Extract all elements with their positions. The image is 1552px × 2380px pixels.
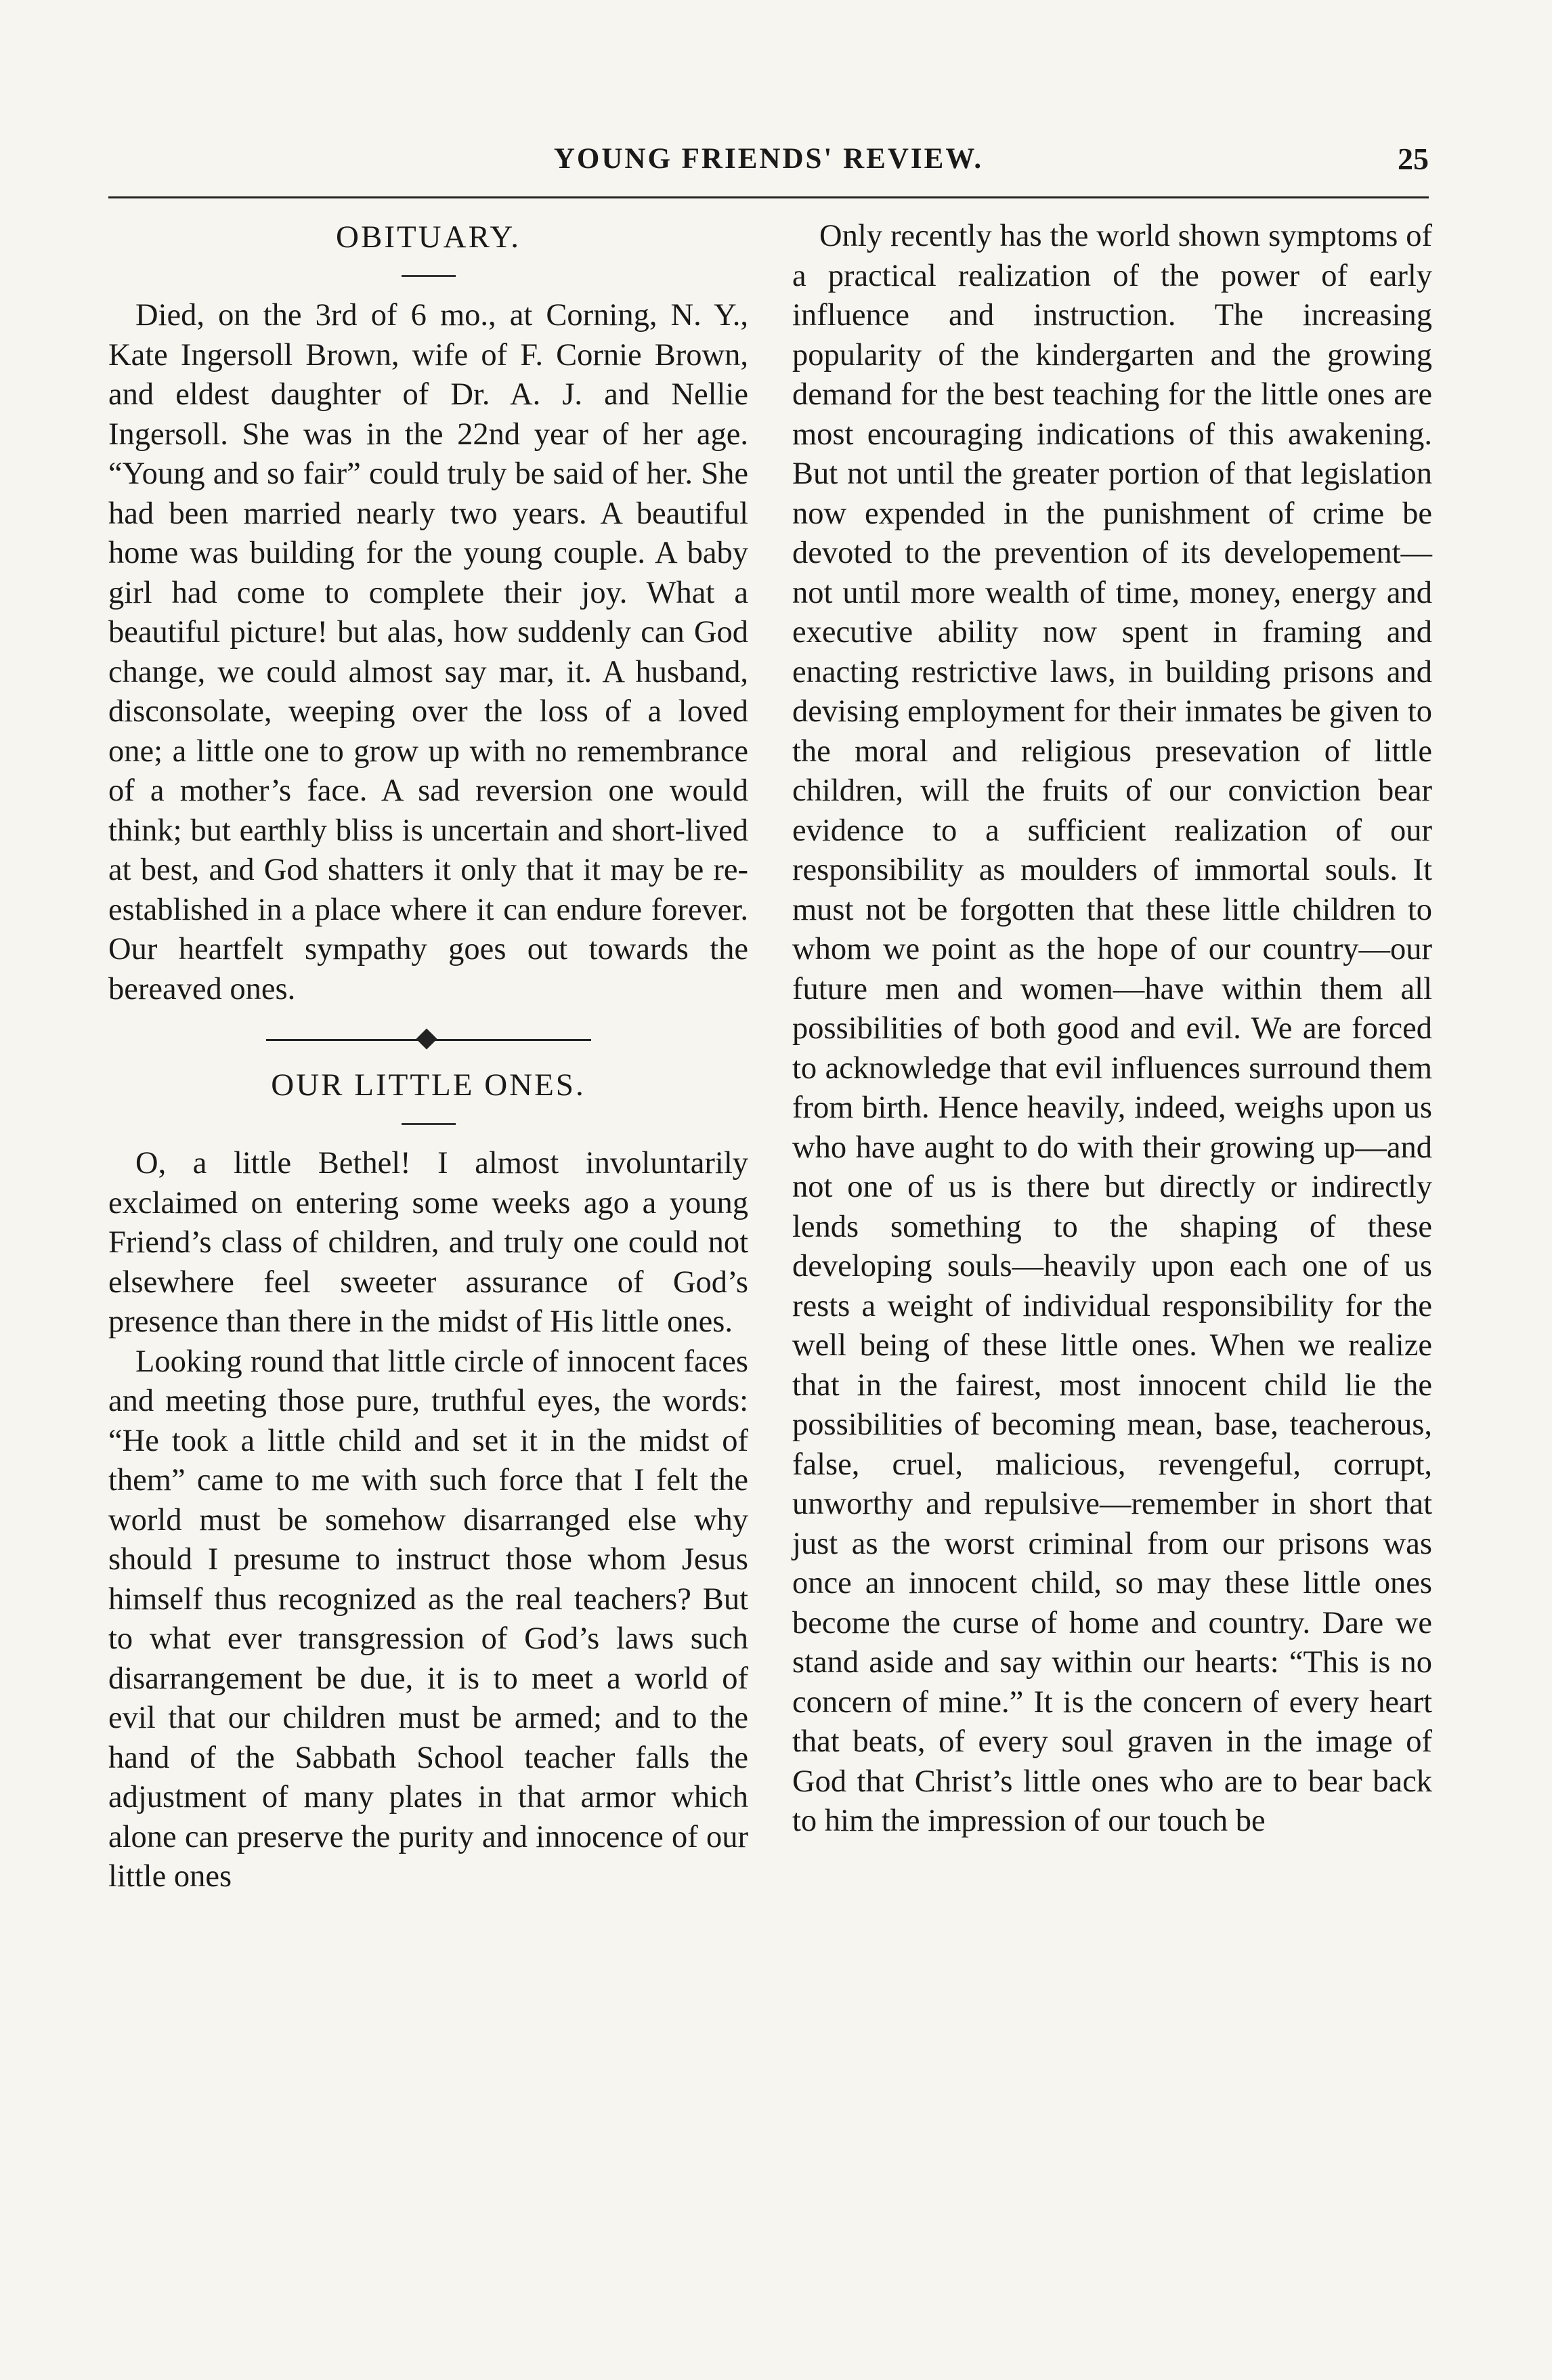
page-number: 25: [1398, 142, 1429, 176]
little-ones-paragraph-1: O, a little Bethel! I almost involuntarily exclaimed on entering some weeks ago a young Friend’s class of children, and truly one could not elsewhere feel sweeter assurance of God’s presence than there in the midst of His little ones.: [108, 1146, 748, 1339]
little-ones-heading-rule: [402, 1123, 456, 1125]
obituary-text: Died, on the 3rd of 6 mo., at Corning, N. Y., Kate Ingersoll Brown, wife of F. Cornie Brown, and eldest daughter of Dr. A. J. and Nellie Ingersoll. She was in the 22nd year of her age. “Young and so fair” could truly be said of her. She had been married nearly two years. A beautiful home was building for the young couple. A baby girl had come to complete their joy. What a beautiful picture! but alas, how suddenly can God change, we could almost say mar, it. A husband, disconsolate, weeping over the loss of a loved one; a little one to grow up with no remembrance of a mother’s face. A sad reversion one would think; but earthly bliss is uncertain and short-lived at best, and God shatters it only that it may be re-established in a place where it can endure forever. Our heartfelt sympathy goes out towards the bereaved ones.: [108, 298, 748, 1006]
divider-diamond-icon: [416, 1028, 437, 1049]
little-ones-heading: OUR LITTLE ONES.: [271, 1067, 586, 1103]
left-column: [108, 217, 748, 1897]
right-column-text: Only recently has the world shown symptoms of a practical realization of the power of early influence and instruction. The increasing popularity of the kindergarten and the growing demand for the best teaching for the little ones are most encouraging indications of this awakening. But not until the greater portion of that legislation now expended in the punishment of crime be devoted to the prevention of its developement—not until more wealth of time, money, energy and executive ability now spent in framing and enacting restrictive laws, in building prisons and devising employment for their inmates be given to the moral and religious presevation of little children, will the fruits of our conviction bear evidence to a sufficient realization of our responsibility as moulders of immortal souls. It must not be forgotten that these little children to whom we point as the hope of our country—our future men and women—have within them all possibilities of both good and evil. We are forced to acknowledge that evil influences surround them from birth. Hence heavily, indeed, weighs upon us who have aught to do with their growing up—and not one of us is there but directly or indirectly lends something to the shaping of these developing souls—heavily upon each one of us rests a weight of individual responsibility for the well being of these little ones. When we realize that in the fairest, most innocent child lie the possibilities of becoming mean, base, teacherous, false, cruel, malicious, revengeful, corrupt, unworthy and repulsive—remember in short that just as the worst criminal from our prisons was once an innocent child, so may these little ones become the curse of home and country. Dare we stand aside and say within our hearts: “This is no concern of mine.” It is the concern of every heart that beats, of every soul graven in the image of God that Christ’s little ones who are to bear back to him the impression of our touch be: [792, 219, 1432, 1838]
obituary-heading-rule: [402, 275, 456, 277]
obituary-heading: OBITUARY.: [336, 219, 521, 255]
little-ones-paragraph-2: Looking round that little circle of innocent faces and meeting those pure, truthful eyes, the words: “He took a little child and set it in the midst of them” came to me with such force that I felt the world must be somehow disarranged else why should I presume to instruct those whom Jesus himself thus recognized as the real teachers? But to what ever transgression of God’s laws such disarrangement be due, it is to meet a world of evil that our children must be armed; and to the hand of the Sabbath School teacher falls the adjustment of many plates in that armor which alone can preserve the purity and innocence of our little ones: [108, 1344, 748, 1894]
section-divider-ornament: [266, 1029, 591, 1050]
header-rule: [108, 196, 1429, 198]
right-column: [792, 217, 1432, 1842]
running-head: [108, 139, 1429, 193]
journal-title: YOUNG FRIENDS' REVIEW.: [553, 143, 984, 175]
